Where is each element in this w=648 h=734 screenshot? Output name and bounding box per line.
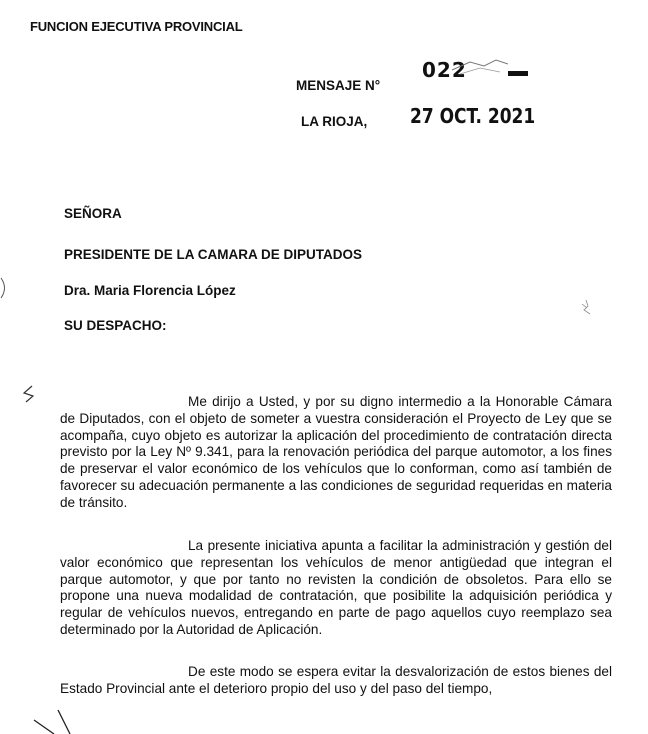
addressee-name: Dra. Maria Florencia López xyxy=(64,283,236,298)
margin-arc-mark xyxy=(0,276,10,300)
speck-mark xyxy=(574,296,598,320)
addressee-position: PRESIDENTE DE LA CAMARA DE DIPUTADOS xyxy=(64,247,363,262)
addressee-closing: SU DESPACHO: xyxy=(64,318,167,333)
date-stamp: 27 OCT. 2021 xyxy=(410,104,536,128)
salutation: SEÑORA xyxy=(64,206,122,221)
message-number: 022 xyxy=(422,58,467,82)
corner-slash-mark xyxy=(30,706,90,734)
body-paragraph-2: La presente iniciativa apunta a facilitar la administración y gestión del valor económico que representan los vehículos de menor antigüedad que integran el parque automotor, y que por tanto no revisten la condición de obsoletos. Para ello se propone una nueva modalidad de contratación, que posibilite la adquisición periódica y regular de vehículos nuevos, entregando en parte de pago aquellos cuyo reemplazo sea determinado por la Autoridad de Aplicación. xyxy=(60,538,612,637)
message-number-label: MENSAJE N° xyxy=(296,78,381,93)
city-label: LA RIOJA, xyxy=(301,114,368,129)
office-header: FUNCION EJECUTIVA PROVINCIAL xyxy=(30,19,243,34)
body-paragraph-3: De este modo se espera evitar la desvalorización de estos bienes del Estado Provincial ante el deterioro propio del uso y del paso del tiempo, xyxy=(60,664,612,696)
margin-scribble-mark xyxy=(18,383,38,405)
handwritten-scribble xyxy=(450,52,530,82)
body-paragraph-1: Me dirijo a Usted, y por su digno intermedio a la Honorable Cámara de Diputados, con el objeto de someter a vuestra consideración el Proyecto de Ley que se acompaña, cuyo objeto es autorizar la aplicación del procedimiento de contratación directa previsto por la Ley Nº 9.341, para la renovación periódica del parque automotor, a los fines de preservar el valor económico de los vehículos que lo conforman, como así también de favorecer su adecuación permanente a las condiciones de seguridad requeridas en materia de tránsito. xyxy=(60,394,612,510)
